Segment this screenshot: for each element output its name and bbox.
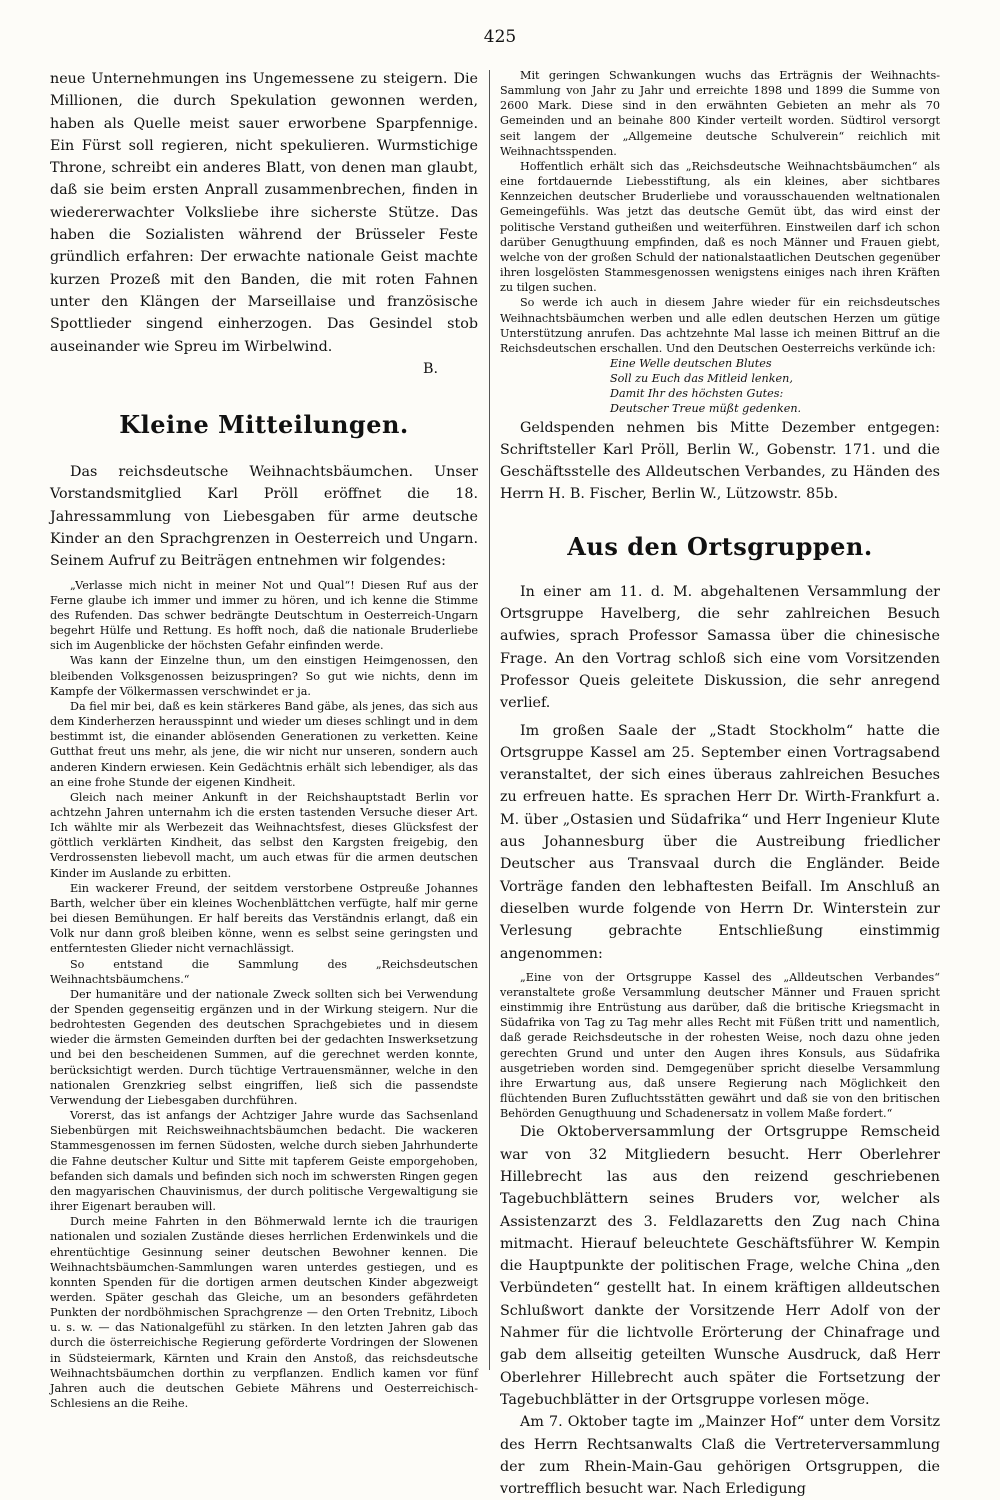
quote-paragraph: So werde ich auch in diesem Jahre wieder für ein reichsdeutsches Weihnachtsbäumchen werben und alle edlen deutschen Herzen um gütige Unterstützung anrufen. Das achtzehnte Mal lasse ich meinen Bittruf an die Reichsdeutschen erschallen. Und den Deutschen Oesterreichs verkünde ich: [500, 296, 940, 355]
report-paragraph: In einer am 11. d. M. abgehaltenen Versammlung der Ortsgruppe Havelberg, die sehr zahlreichen Besuch aufwies, sprach Professor Samassa über die chinesische Frage. An den Vortrag schloß sich eine vom Vorsitzenden Professor Queis geleitete Diskussion, die sehr anregend verlief. [500, 583, 940, 712]
quote-paragraph: Hoffentlich erhält sich das „Reichsdeutsche Weihnachtsbäumchen“ als eine fortdauernde Liebesstiftung, als ein kleines, aber sichtbares Kennzeichen deutscher Bruderliebe und vorausschauenden weltnationalen Gemeingefühls. Was jetzt das deutsche Gemüt übt, das wird einst der politische Verstand gutheißen und weiterführen. Einstweilen darf ich schon darüber Genugthuung empfinden, daß es noch Männer und Frauen giebt, welche von der großen Schuld der nationalstaatlichen Deutschen gegenüber ihren losgelösten Stammesgenossen wenigstens einiges nach ihren Kräften zu tilgen suchen. [500, 159, 940, 295]
verse-line: Damit Ihr des höchsten Gutes: [610, 387, 784, 401]
column-divider [489, 70, 490, 1370]
quote-paragraph: Ein wackerer Freund, der seitdem verstorbene Ostpreuße Johannes Barth, welcher über ein kleines Wochenblättchen verfügte, half mir gerne bei diesen Bemühungen. Er half bereits das Verständnis erlangt, daß ein Volk nur dann groß bleiben könne, wenn es selbst seine geringsten und entferntesten Glieder nicht vernachlässigt. [50, 881, 478, 956]
intro-paragraph: neue Unternehmungen ins Ungemessene zu steigern. Die Millionen, die durch Spekulation gewonnen werden, haben als Quelle meist sauer erworbene Sparpfennige. Ein Fürst soll regieren, nicht spekulieren. Wurmstichige Throne, schreibt ein anderes Blatt, von denen man glaubt, daß sie beim ersten Anprall zusammenbrechen, finden in wiedererwachter Volksliebe ihre sicherste Stütze. Das haben die Sozialisten während der Brüsseler Feste gründlich erfahren: Der erwachte nationale Geist machte kurzen Prozeß mit den Banden, die mit roten Fahnen unter den Klängen der Marseillaise und französische Spottlieder singend einherzogen. Das Gesindel stob auseinander wie Spreu im Wirbelwind. [50, 71, 478, 355]
right-column [500, 68, 940, 1500]
report-paragraph: Die Oktoberversammlung der Ortsgruppe Remscheid war von 32 Mitgliedern besucht. Herr Oberlehrer Hillebrecht las aus den reizend geschriebenen Tagebuchblättern seines Bruders vor, welcher als Assistenzarzt des 3. Feldlazaretts den Zug nach China mitmacht. Hierauf beleuchtete Geschäftsführer W. Kempin die Hauptpunkte der politischen Frage, welche China „den Verbündeten“ gestellt hat. In einem kräftigen alldeutschen Schlußwort dankte der Vorsitzende Herr Adolf von der Nahmer für die lichtvolle Erörterung der Chinafrage und gab dem allseitig geteilten Wunsche Ausdruck, daß Herr Oberlehrer Hillebrecht auch später die Fortsetzung der Tagebuchblätter in der Ortsgruppe vorlesen möge. [500, 1124, 940, 1408]
quote-paragraph: Gleich nach meiner Ankunft in der Reichshauptstadt Berlin vor achtzehn Jahren unternahm ich die ersten tastenden Versuche dieser Art. Ich wählte mir als Werbezeit das Weihnachtsfest, dieses Glücksfest der göttlich verklärten Kindheit, das selbst den Kargsten freigebig, den Verdrossensten liebevoll macht, um auch etwas für die armen deutschen Kinder im Auslande zu erbitten. [50, 790, 478, 880]
article-lead: Das reichsdeutsche Weihnachtsbäumchen. Unser Vorstandsmitglied Karl Pröll eröffnet die 18. Jahressammlung von Liebesgaben für arme deutsche Kinder an den Sprachgrenzen in Oesterreich und Ungarn. Seinem Aufruf zu Beiträgen entnehmen wir folgendes: [50, 464, 478, 570]
quote-paragraph: Da fiel mir bei, daß es kein stärkeres Band gäbe, als jenes, das sich aus dem Kinderherzen herausspinnt und wieder um dieses schlingt und in dem bestimmt ist, die einander ablösenden Generationen zu verketten. Keine Gutthat freut uns mehr, als jene, die wir nicht nur unseren, sondern auch anderen Kindern erwiesen. Kein Gedächtnis erhält sich lebendiger, als das an eine frohe Stunde der eigenen Kindheit. [50, 699, 478, 789]
left-column [50, 68, 478, 1411]
quote-paragraph: Der humanitäre und der nationale Zweck sollten sich bei Verwendung der Spenden gegenseitig ergänzen und in der Wirkung steigern. Nur die bedrohtesten Gegenden des deutschen Sprachgebietes und in diesem wieder die ärmsten Gemeinden durften bei der gedachten Inswerksetzung und bei den bescheidenen Summen, auf die gerechnet werden konnte, berücksichtigt werden. Durch tüchtige Vertrauensmänner, welche in den nationalen Grenzkrieg selbst eingriffen, ließ sich die passendste Verwendung der Liebesgaben durchführen. [50, 987, 478, 1107]
donation-notice: Geldspenden nehmen bis Mitte Dezember entgegen: Schriftsteller Karl Pröll, Berlin W., Gobenstr. 171. und die Geschäftsstelle des Alldeutschen Verbandes, zu Händen des Herrn H. B. Fischer, Berlin W., Lützowstr. 85b. [500, 419, 940, 503]
quote-paragraph: Vorerst, das ist anfangs der Achtziger Jahre wurde das Sachsenland Siebenbürgen mit Reichsweihnachtsbäumchen bedacht. Die wackeren Stammesgenossen im fernen Südosten, welche durch sieben Jahrhunderte die Fahne deutscher Kultur und Sitte mit tapferem Geiste emporgehoben, befanden sich damals und befinden sich noch im schwersten Ringen gegen den magyarischen Chauvinismus, der durch politische Vergewaltigung sie ihrer Eigenart berauben will. [50, 1109, 478, 1214]
report-paragraph: Im großen Saale der „Stadt Stockholm“ hatte die Ortsgruppe Kassel am 25. September einen Vortragsabend veranstaltet, der sich eines überaus zahlreichen Besuches zu erfreuen hatte. Es sprachen Herr Dr. Wirth-Frankfurt a. M. über „Ostasien und Südafrika“ und Herr Ingenieur Klute aus Johannesburg über die Austreibung friedlicher Deutscher aus Transvaal durch die Engländer. Beide Vorträge fanden den lebhaftesten Beifall. Im Anschluß an dieselben wurde folgende von Herrn Dr. Winterstein zur Verlesung gebrachte Entschließung einstimmig angenommen: [500, 722, 940, 962]
poem-verse [500, 356, 940, 417]
verse-line: Deutscher Treue müßt gedenken. [610, 402, 802, 416]
resolution-quote: „Eine von der Ortsgruppe Kassel des „Alldeutschen Verbandes“ veranstaltete große Versammlung deutscher Männer und Frauen spricht einstimmig ihre Entrüstung aus darüber, daß die britische Kriegsmacht in Südafrika von Tag zu Tag mehr alles Recht mit Füßen tritt und namentlich, daß gerade Reichsdeutsche in der rohesten Weise, noch dazu ohne jeden gerechten Grund und unter den Augen ihres Konsuls, aus Südafrika ausgetrieben worden sind. Demgegenüber spricht dieselbe Versammlung ihre Erwartung aus, daß unsere Regierung nach Möglichkeit den flüchtenden Buren Zufluchtsstätten gewährt und daß sie von den britischen Behörden Genugthuung und Schadenersatz in vollem Maße fordert.“ [500, 970, 940, 1121]
verse-line: Soll zu Euch das Mitleid lenken, [610, 372, 793, 386]
report-paragraph: Am 7. Oktober tagte im „Mainzer Hof“ unter dem Vorsitz des Herrn Rechtsanwalts Claß die Vertreterversammlung der zum Rhein-Main-Gau gehörigen Ortsgruppen, die vortrefflich besucht war. Nach Erledigung [500, 1414, 940, 1498]
section-heading-aus-den-ortsgruppen: Aus den Ortsgruppen. [567, 531, 873, 561]
verse-line: Eine Welle deutschen Blutes [610, 356, 772, 370]
quote-paragraph: „Verlasse mich nicht in meiner Not und Qual“! Diesen Ruf aus der Ferne glaube ich immer und immer zu hören, und ich kenne die Stimme des Rufenden. Das schwer bedrängte Deutschtum in Oesterreich-Ungarn begehrt Hülfe und Rettung. Es hofft noch, daß die nationale Bruderliebe sich im Augenblicke der höchsten Gefahr einfinden werde. [50, 578, 478, 653]
quote-paragraph: Mit geringen Schwankungen wuchs das Erträgnis der Weihnachts-Sammlung von Jahr zu Jahr und erreichte 1898 und 1899 die Summe von 2600 Mark. Diese sind in den erwähnten Gebieten an mehr als 70 Gemeinden und an beinahe 800 Kinder verteilt worden. Südtirol versorgt seit langem der „Allgemeine deutsche Schulverein“ reichlich mit Weihnachtsspenden. [500, 69, 940, 158]
quote-paragraph: So entstand die Sammlung des „Reichsdeutschen Weihnachtsbäumchens.“ [50, 957, 478, 986]
quote-paragraph: Durch meine Fahrten in den Böhmerwald lernte ich die traurigen nationalen und sozialen Zustände dieses herrlichen Erdenwinkels und die ehrentüchtige Gesinnung seiner deutschen Bewohner kennen. Die Weihnachtsbäumchen-Sammlungen waren unterdes gestiegen, und es konnten Spenden für die dortigen armen deutschen Kinder abgezweigt werden. Später geschah das Gleiche, um an besonders gefährdeten Punkten der nordböhmischen Sprachgrenze — den Orten Trebnitz, Liboch u. s. w. — das Nationalgefühl zu stärken. In den letzten Jahren gab das durch die österreichische Regierung geförderte Vordringen der Slowenen in Südsteiermark, Kärnten und Krain den Anstoß, das reichsdeutsche Weihnachtsbäumchen dorthin zu verpflanzen. Endlich kamen vor fünf Jahren auch die deutschen Gebiete Mährens und Oesterreichisch-Schlesiens an die Reihe. [50, 1215, 478, 1411]
page-number: 425 [483, 27, 517, 47]
author-signature: B. [422, 360, 438, 377]
section-heading-kleine-mitteilungen: Kleine Mitteilungen. [119, 410, 409, 440]
quote-paragraph: Was kann der Einzelne thun, um den einstigen Heimgenossen, den bleibenden Volksgenossen beizuspringen? So gut wie nichts, denn im Kampfe der Völkermassen verschwindet er ja. [50, 654, 478, 698]
